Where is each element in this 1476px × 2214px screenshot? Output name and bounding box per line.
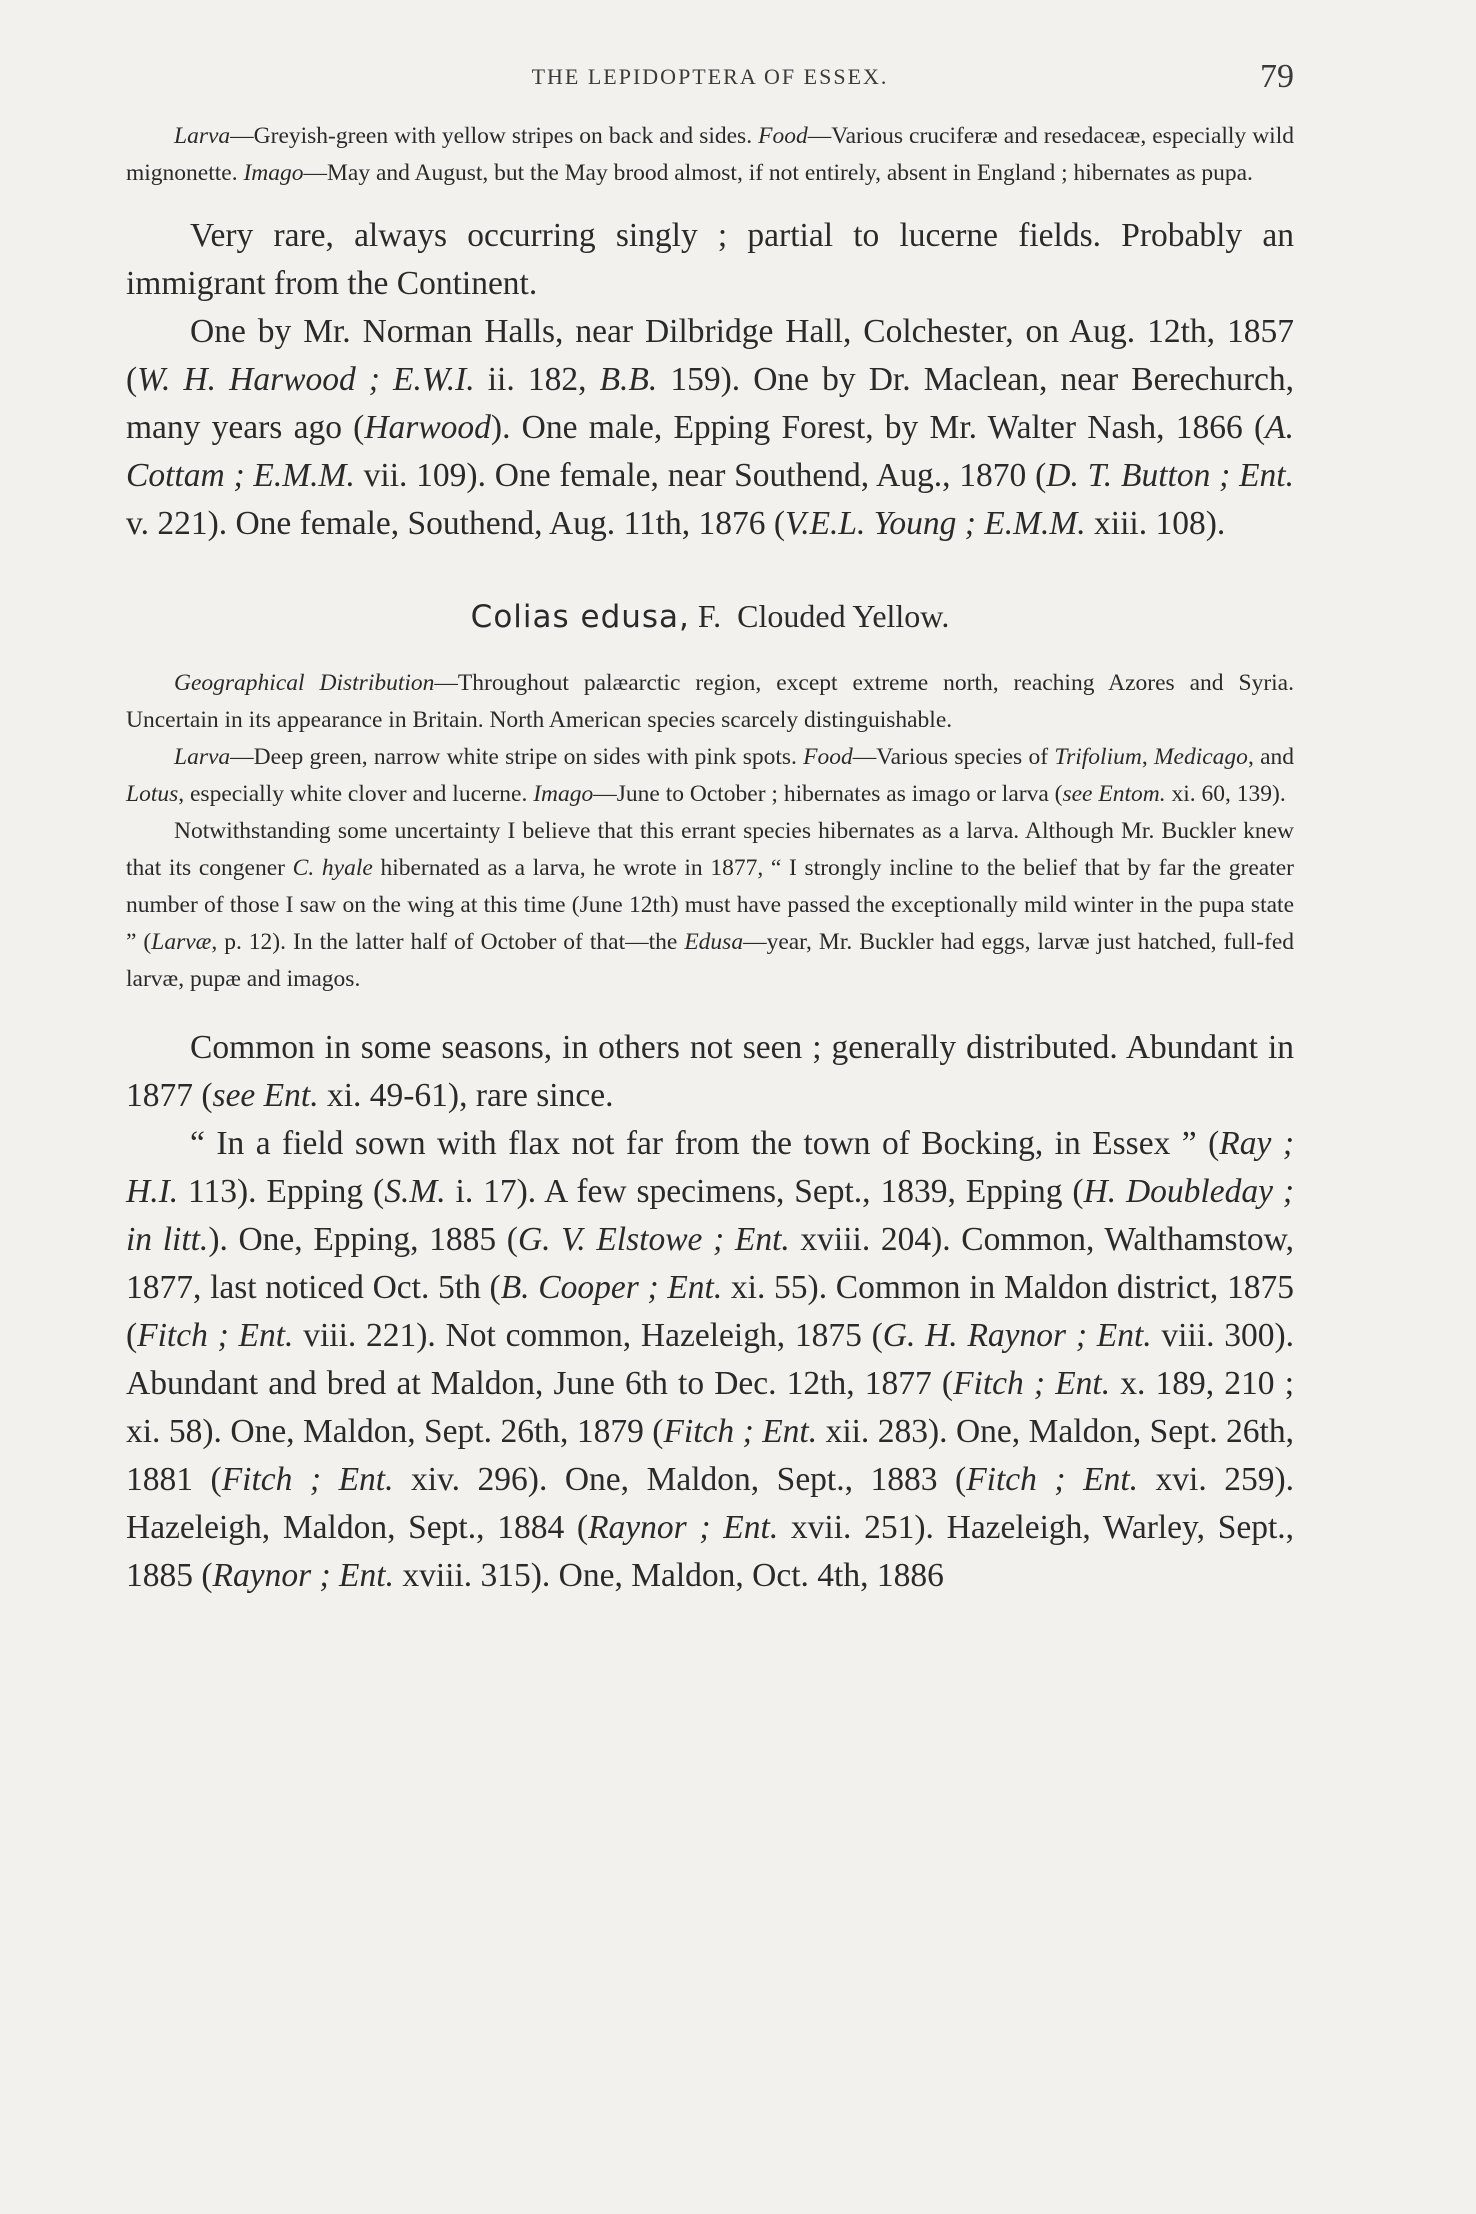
text-run: vii. 109). One female, near Southend, Aug., 1870 ( xyxy=(354,457,1047,494)
genus-name: Lotus xyxy=(126,781,179,807)
citation: H. Doubleday ; in litt. xyxy=(126,1173,1294,1258)
text-run: ii. 182, xyxy=(474,361,600,398)
geographical-distribution-paragraph xyxy=(126,665,1294,739)
text-run: xiv. 296). One, Maldon, Sept., 1883 ( xyxy=(393,1461,967,1498)
book-page xyxy=(126,58,1294,1600)
citation: D. T. Button ; Ent. xyxy=(1046,457,1294,494)
text-run: xi. 49-61), rare since. xyxy=(318,1077,614,1114)
food-label: Food xyxy=(803,744,853,770)
text-run: , especially white clover and lucerne. xyxy=(178,781,534,807)
text-run: hibernated as a larva, he wrote in 1877, “ I strongly incline to the belief that by far the greater number of those I saw on the wing at this time (June 12th) must have passed the exceptionally mild winter in the pupa state ” ( xyxy=(126,855,1294,955)
common-name: Clouded Yellow. xyxy=(737,598,950,634)
text-run: xvi. 259). Hazeleigh, Maldon, Sept., 1884 ( xyxy=(126,1461,1295,1546)
text-run: , xyxy=(1141,744,1154,770)
running-head xyxy=(126,58,1294,118)
citation: see Ent. xyxy=(212,1077,319,1114)
imago-text: —May and August, but the May brood almost, if not entirely, absent in England ; hibernates as pupa. xyxy=(303,160,1253,186)
text-run: xi. 60, 139). xyxy=(1165,781,1286,807)
citation: S.M. xyxy=(384,1173,446,1210)
citation: Fitch ; Ent. xyxy=(137,1317,294,1354)
text-run: —year, Mr. Buckler had eggs, larvæ just hatched, full-fed larvæ, pupæ and imagos. xyxy=(126,929,1294,992)
text-run: Notwithstanding some uncertainty I believe that this errant species hibernates as a larva. Although Mr. Buckler knew that its congener xyxy=(126,818,1294,881)
citation: Raynor ; Ent. xyxy=(588,1509,779,1546)
text-run: ). One male, Epping Forest, by Mr. Walter Nash, 1866 ( xyxy=(490,409,1266,446)
text-run: xiii. 108). xyxy=(1085,505,1226,542)
citation: Harwood xyxy=(364,409,491,446)
larva-label: Larva xyxy=(174,123,231,149)
text-run: xi. 55). Common in Maldon district, 1875 ( xyxy=(126,1269,1294,1354)
citation: Ray ; H.I. xyxy=(126,1125,1294,1210)
text-run: “ In a field sown with flax not far from the town of Bocking, in Essex ” ( xyxy=(190,1125,1220,1162)
genus-name: Trifolium xyxy=(1054,744,1142,770)
status-paragraph: Very rare, always occurring singly ; partial to lucerne fields. Probably an immigrant from the Continent. xyxy=(126,217,1294,302)
abundance-paragraph xyxy=(126,1024,1294,1120)
citation: Fitch ; Ent. xyxy=(663,1413,818,1450)
text-run: i. 17). A few specimens, Sept., 1839, Epping ( xyxy=(445,1173,1084,1210)
citation: B.B. xyxy=(599,361,658,398)
citation: G. H. Raynor ; Ent. xyxy=(882,1317,1152,1354)
species-reference: Edusa xyxy=(684,929,744,955)
text-run: —June to October ; hibernates as imago or larva ( xyxy=(593,781,1063,807)
citation: A. Cottam ; E.M.M. xyxy=(126,409,1295,494)
citation: W. H. Harwood ; E.W.I. xyxy=(137,361,475,398)
citation: G. V. Elstowe ; Ent. xyxy=(517,1221,790,1258)
text-run: One by Mr. Norman Halls, near Dilbridge Hall, Colchester, on Aug. 12th, 1857 ( xyxy=(126,313,1294,398)
species-name: Colias edusa, xyxy=(470,599,690,635)
text-run: , p. 12). In the latter half of October of that—the xyxy=(211,929,685,955)
larva-text: —Greyish-green with yellow stripes on back and sides. xyxy=(230,123,759,149)
citation: V.E.L. Young ; E.M.M. xyxy=(785,505,1086,542)
essex-records-paragraph xyxy=(126,1120,1294,1600)
citation: Fitch ; Ent. xyxy=(953,1365,1111,1402)
page-number: 79 xyxy=(1260,58,1294,95)
text-run: viii. 300). Abundant and bred at Maldon, June 6th to Dec. 12th, 1877 ( xyxy=(126,1317,1294,1402)
text-run: xii. 283). One, Maldon, Sept. 26th, 1881 ( xyxy=(126,1413,1294,1498)
larva-food-imago-paragraph xyxy=(126,739,1294,813)
text-run: ). One, Epping, 1885 ( xyxy=(208,1221,518,1258)
geo-text: —Throughout palæarctic region, except extreme north, reaching Azores and Syria. Uncertain in its appearance in Britain. North American species scarcely distinguishable. xyxy=(126,670,1294,733)
text-run: Common in some seasons, in others not seen ; generally distributed. Abundant in 1877 ( xyxy=(126,1029,1294,1114)
citation: Fitch ; Ent. xyxy=(966,1461,1139,1498)
text-run: 113). Epping ( xyxy=(178,1173,385,1210)
citation: Fitch ; Ent. xyxy=(221,1461,394,1498)
hibernation-note-paragraph xyxy=(126,813,1294,998)
text-run: v. 221). One female, Southend, Aug. 11th, 1876 ( xyxy=(126,505,786,542)
text-run: —Various species of xyxy=(852,744,1055,770)
larva-description-paragraph xyxy=(126,118,1294,192)
imago-label: Imago xyxy=(243,160,304,186)
citation: Larvæ xyxy=(151,929,212,955)
species-reference: C. hyale xyxy=(292,855,373,881)
food-label: Food xyxy=(758,123,808,149)
geo-label: Geographical Distribution xyxy=(174,670,435,696)
species-author: F. xyxy=(689,598,722,634)
running-title: THE LEPIDOPTERA OF ESSEX. xyxy=(531,64,889,89)
larva-label: Larva xyxy=(174,744,231,770)
imago-label: Imago xyxy=(533,781,594,807)
text-run: xviii. 204). Common, Walthamstow, 1877, last noticed Oct. 5th ( xyxy=(126,1221,1295,1306)
text-run: , and xyxy=(1247,744,1295,770)
food-text: —Various cruciferæ and resedaceæ, especially wild mignonette. xyxy=(126,123,1294,186)
citation: see Entom. xyxy=(1062,781,1166,807)
text-run: xviii. 315). One, Maldon, Oct. 4th, 1886 xyxy=(393,1557,944,1594)
text-run: —Deep green, narrow white stripe on sides with pink spots. xyxy=(230,744,804,770)
text-run: x. 189, 210 ; xi. 58). One, Maldon, Sept. 26th, 1879 ( xyxy=(126,1365,1295,1450)
genus-name: Medicago xyxy=(1153,744,1248,770)
citation: Raynor ; Ent. xyxy=(212,1557,394,1594)
species-heading xyxy=(126,596,1294,637)
text-run: viii. 221). Not common, Hazeleigh, 1875 ( xyxy=(293,1317,883,1354)
text-run: 159). One by Dr. Maclean, near Berechurch, many years ago ( xyxy=(126,361,1295,446)
records-paragraph xyxy=(126,308,1294,548)
citation: B. Cooper ; Ent. xyxy=(500,1269,723,1306)
text-run: xvii. 251). Hazeleigh, Warley, Sept., 1885 ( xyxy=(126,1509,1295,1594)
